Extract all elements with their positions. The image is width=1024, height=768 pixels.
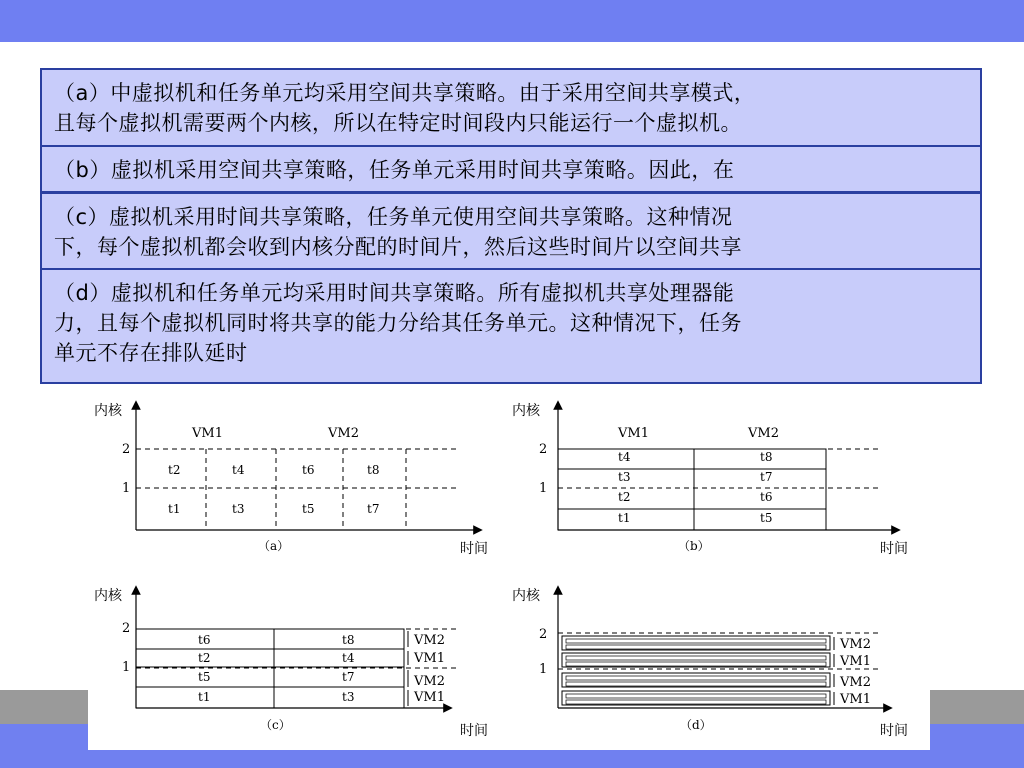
vm1-label: VM1 [192,426,223,441]
y-axis-label: 内核 [94,403,122,419]
task-label: t1 [168,502,181,516]
task-label: t6 [760,490,773,504]
panel-c [94,587,488,739]
y-axis-label: 内核 [512,403,540,419]
vm2-label: VM2 [328,426,359,441]
panel-caption: （b） [678,539,710,553]
vm1-label: VM1 [618,426,649,441]
text-box-c [40,192,982,270]
tick-2: 2 [539,442,548,457]
tick-2: 2 [539,627,548,642]
x-axis-label: 时间 [880,541,908,557]
task-label: t7 [760,470,773,484]
box-d-line-3: 单元不存在排队延时 [54,341,248,365]
task-label: t3 [618,470,631,484]
tick-2: 2 [122,621,131,636]
tick-1: 1 [122,660,131,675]
box-c-line-2: 下，每个虚拟机都会收到内核分配的时间片，然后这些时间片以空间共享 [54,235,742,259]
tick-1: 1 [122,481,131,496]
slide-footer-band [0,690,88,724]
task-label: t6 [302,463,315,477]
task-label: t2 [198,651,211,665]
vm-label: VM2 [840,675,871,690]
task-label: t8 [367,463,380,477]
y-axis-label: 内核 [94,588,122,604]
text-box-a [40,68,982,148]
panel-caption: （c） [260,718,291,732]
vm-label: VM1 [840,692,871,707]
task-label: t5 [760,511,773,525]
task-label: t3 [232,502,245,516]
scheduling-diagram [88,395,930,750]
task-label: t5 [302,502,315,516]
box-c-line-1: （c）虚拟机采用时间共享策略，任务单元使用空间共享策略。这种情况 [54,205,733,229]
box-d-line-1: （d）虚拟机和任务单元均采用时间共享策略。所有虚拟机共享处理器能 [54,281,735,305]
task-label: t1 [198,690,211,704]
vm2-label: VM2 [748,426,779,441]
task-label: t8 [342,633,355,647]
y-axis-label: 内核 [512,588,540,604]
vm-label: VM1 [414,651,445,666]
task-label: t8 [760,450,773,464]
slide-top-bar [0,0,1024,42]
x-axis-label: 时间 [460,541,488,557]
task-label: t4 [342,651,355,665]
panel-d [512,587,908,739]
task-label: t4 [618,450,631,464]
box-a-line-1: （a）中虚拟机和任务单元均采用空间共享策略。由于采用空间共享模式， [54,81,756,105]
slide-footer-band [0,724,88,768]
panel-b [512,402,908,557]
tick-1: 1 [539,662,548,677]
box-d-line-2: 力，且每个虚拟机同时将共享的能力分给其任务单元。这种情况下，任务 [54,311,742,335]
vm-label: VM2 [414,633,445,648]
vm-label: VM1 [414,690,445,705]
task-label: t1 [618,511,631,525]
task-label: t6 [198,633,211,647]
vm-label: VM2 [840,637,871,652]
x-axis-label: 时间 [880,723,908,739]
task-label: t4 [232,463,245,477]
text-box-d [40,268,982,384]
panel-caption: （a） [258,539,290,553]
task-label: t7 [342,670,355,684]
panel-a [94,402,488,557]
task-label: t3 [342,690,355,704]
box-a-line-2: 且每个虚拟机需要两个内核，所以在特定时间段内只能运行一个虚拟机。 [54,111,742,135]
panel-caption: （d） [680,718,712,732]
slide-footer-band [930,690,1024,724]
text-box-b [40,145,982,193]
x-axis-label: 时间 [460,723,488,739]
tick-2: 2 [122,442,131,457]
slide-footer-band [930,724,1024,768]
slide-footer-band [88,750,930,768]
tick-1: 1 [539,481,548,496]
task-label: t2 [168,463,181,477]
box-b-line-1: （b）虚拟机采用空间共享策略，任务单元采用时间共享策略。因此，在 [54,158,735,182]
vm-label: VM1 [840,654,871,669]
task-label: t7 [367,502,380,516]
vm-label: VM2 [414,674,445,689]
task-label: t5 [198,670,211,684]
task-label: t2 [618,490,631,504]
